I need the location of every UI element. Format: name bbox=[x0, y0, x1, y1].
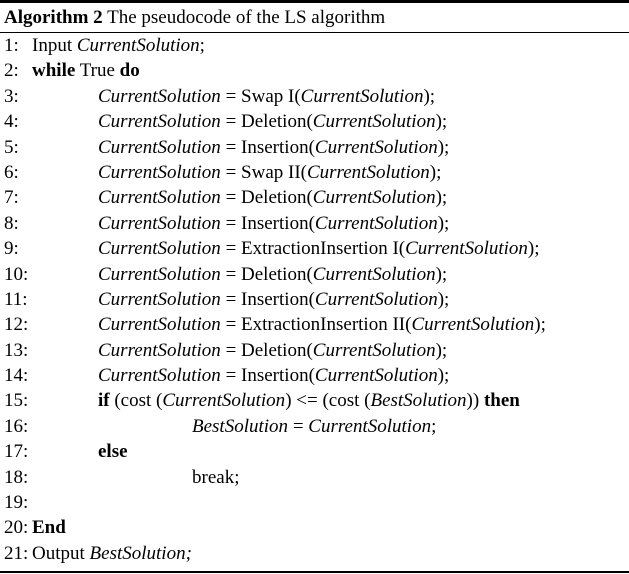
code-line bbox=[0, 439, 629, 464]
code-line bbox=[0, 541, 629, 566]
line-content bbox=[98, 287, 449, 312]
line-number: 2: bbox=[4, 60, 19, 82]
code-text: = Insertion( bbox=[220, 365, 315, 387]
variable: CurrentSolution bbox=[98, 314, 221, 336]
bottom-rule bbox=[0, 571, 629, 573]
variable: BestSolution; bbox=[89, 542, 192, 564]
code-line bbox=[0, 160, 629, 185]
line-content bbox=[32, 541, 192, 566]
keyword: while bbox=[32, 60, 76, 82]
code-text: True bbox=[75, 60, 120, 82]
line-content bbox=[98, 185, 447, 210]
code-text: Input bbox=[32, 35, 77, 56]
variable: CurrentSolution bbox=[98, 136, 221, 158]
variable: CurrentSolution bbox=[98, 288, 221, 310]
line-number: 20: bbox=[4, 517, 29, 539]
line-content bbox=[98, 312, 546, 337]
algorithm-label: Algorithm 2 bbox=[4, 7, 103, 28]
code-text: = Swap II( bbox=[220, 161, 307, 183]
algorithm-caption bbox=[4, 3, 385, 32]
code-line bbox=[0, 109, 629, 134]
variable: BestSolution bbox=[370, 390, 467, 412]
variable: CurrentSolution bbox=[312, 187, 436, 209]
line-content bbox=[192, 414, 436, 439]
line-number: 6: bbox=[4, 161, 19, 183]
code-line bbox=[0, 287, 629, 312]
line-content bbox=[98, 84, 435, 109]
code-text: ); bbox=[437, 365, 450, 387]
line-content bbox=[98, 135, 449, 160]
code-text: (cost ( bbox=[109, 390, 163, 412]
line-number: 4: bbox=[4, 111, 19, 133]
line-number: 9: bbox=[4, 238, 19, 260]
code-text: = Insertion( bbox=[220, 288, 315, 310]
code-line bbox=[0, 135, 629, 160]
line-number: 16: bbox=[4, 415, 29, 437]
code-line bbox=[0, 58, 629, 83]
keyword: if bbox=[98, 390, 110, 412]
line-number: 5: bbox=[4, 136, 19, 158]
line-content bbox=[98, 211, 449, 236]
variable: CurrentSolution bbox=[98, 161, 221, 183]
code-text: = Deletion( bbox=[220, 339, 313, 361]
code-line bbox=[0, 515, 629, 540]
variable: CurrentSolution bbox=[308, 415, 432, 437]
variable: CurrentSolution bbox=[411, 314, 535, 336]
variable: CurrentSolution bbox=[76, 35, 200, 56]
keyword: else bbox=[98, 441, 128, 463]
variable: CurrentSolution bbox=[314, 365, 438, 387]
code-text: Output bbox=[32, 542, 90, 564]
line-content bbox=[98, 236, 540, 261]
code-text: = Swap I( bbox=[220, 85, 301, 107]
line-content bbox=[32, 515, 66, 540]
variable: CurrentSolution bbox=[98, 85, 221, 107]
line-number: 10: bbox=[4, 263, 29, 285]
variable: CurrentSolution bbox=[312, 111, 436, 133]
line-content bbox=[32, 33, 205, 58]
line-number: 19: bbox=[4, 492, 29, 514]
line-content bbox=[98, 160, 441, 185]
line-number: 11: bbox=[4, 288, 28, 310]
line-number: 7: bbox=[4, 187, 19, 209]
line-content bbox=[98, 262, 447, 287]
variable: CurrentSolution bbox=[98, 187, 221, 209]
variable: CurrentSolution bbox=[98, 238, 221, 260]
code-text: ; bbox=[431, 415, 437, 437]
variable: CurrentSolution bbox=[98, 365, 221, 387]
variable: CurrentSolution bbox=[314, 212, 438, 234]
line-number: 13: bbox=[4, 339, 29, 361]
variable: CurrentSolution bbox=[405, 238, 528, 260]
keyword: then bbox=[483, 390, 520, 412]
code-line bbox=[0, 490, 629, 515]
code-text: ); bbox=[437, 136, 450, 158]
line-content bbox=[98, 363, 449, 388]
keyword: End bbox=[32, 517, 66, 539]
code-text: ); bbox=[534, 314, 546, 336]
variable: CurrentSolution bbox=[306, 161, 430, 183]
code-text: ) <= (cost ( bbox=[285, 390, 371, 412]
line-content bbox=[32, 58, 140, 83]
line-number: 21: bbox=[4, 542, 29, 564]
algorithm-title: The pseudocode of the LS algorithm bbox=[107, 7, 386, 28]
code-line bbox=[0, 465, 629, 490]
code-text: = ExtractionInsertion II( bbox=[220, 314, 412, 336]
code-text: ); bbox=[437, 288, 450, 310]
variable: CurrentSolution bbox=[312, 263, 436, 285]
code-text: ); bbox=[435, 339, 448, 361]
code-line bbox=[0, 185, 629, 210]
code-line bbox=[0, 414, 629, 439]
code-line bbox=[0, 388, 629, 413]
line-number: 3: bbox=[4, 85, 19, 107]
code-line bbox=[0, 33, 629, 58]
line-content bbox=[98, 439, 128, 464]
code-line bbox=[0, 262, 629, 287]
code-text: ; bbox=[199, 35, 205, 56]
code-line bbox=[0, 211, 629, 236]
line-content bbox=[192, 465, 239, 490]
line-number: 8: bbox=[4, 212, 19, 234]
line-number: 1: bbox=[4, 35, 19, 56]
pseudocode-lines bbox=[0, 33, 629, 566]
variable: CurrentSolution bbox=[300, 85, 424, 107]
code-text: ); bbox=[527, 238, 540, 260]
code-text: ); bbox=[435, 111, 448, 133]
keyword: do bbox=[119, 60, 140, 82]
line-number: 15: bbox=[4, 390, 29, 412]
line-number: 14: bbox=[4, 365, 29, 387]
line-number: 17: bbox=[4, 441, 29, 463]
code-text: = Deletion( bbox=[220, 263, 313, 285]
variable: CurrentSolution bbox=[98, 339, 221, 361]
code-text: ); bbox=[423, 85, 436, 107]
code-line bbox=[0, 84, 629, 109]
variable: CurrentSolution bbox=[98, 263, 221, 285]
code-text: = Insertion( bbox=[220, 136, 315, 158]
code-text: = Insertion( bbox=[220, 212, 315, 234]
code-text: = ExtractionInsertion I( bbox=[220, 238, 406, 260]
code-text: ); bbox=[437, 212, 450, 234]
code-text: )) bbox=[466, 390, 484, 412]
code-text: ); bbox=[429, 161, 442, 183]
code-text: ); bbox=[435, 187, 448, 209]
code-line bbox=[0, 312, 629, 337]
code-line bbox=[0, 338, 629, 363]
line-number: 18: bbox=[4, 466, 29, 488]
code-text: = Deletion( bbox=[220, 111, 313, 133]
variable: CurrentSolution bbox=[312, 339, 436, 361]
variable: BestSolution bbox=[192, 415, 289, 437]
code-text: ); bbox=[435, 263, 448, 285]
line-content bbox=[98, 388, 520, 413]
code-line bbox=[0, 236, 629, 261]
variable: CurrentSolution bbox=[314, 136, 438, 158]
line-number: 12: bbox=[4, 314, 29, 336]
code-text: break; bbox=[192, 466, 240, 488]
line-content bbox=[98, 109, 447, 134]
code-text: = Deletion( bbox=[220, 187, 313, 209]
line-content bbox=[98, 338, 447, 363]
variable: CurrentSolution bbox=[314, 288, 438, 310]
variable: CurrentSolution bbox=[98, 212, 221, 234]
variable: CurrentSolution bbox=[98, 111, 221, 133]
code-text: = bbox=[288, 415, 309, 437]
code-line bbox=[0, 363, 629, 388]
variable: CurrentSolution bbox=[162, 390, 286, 412]
